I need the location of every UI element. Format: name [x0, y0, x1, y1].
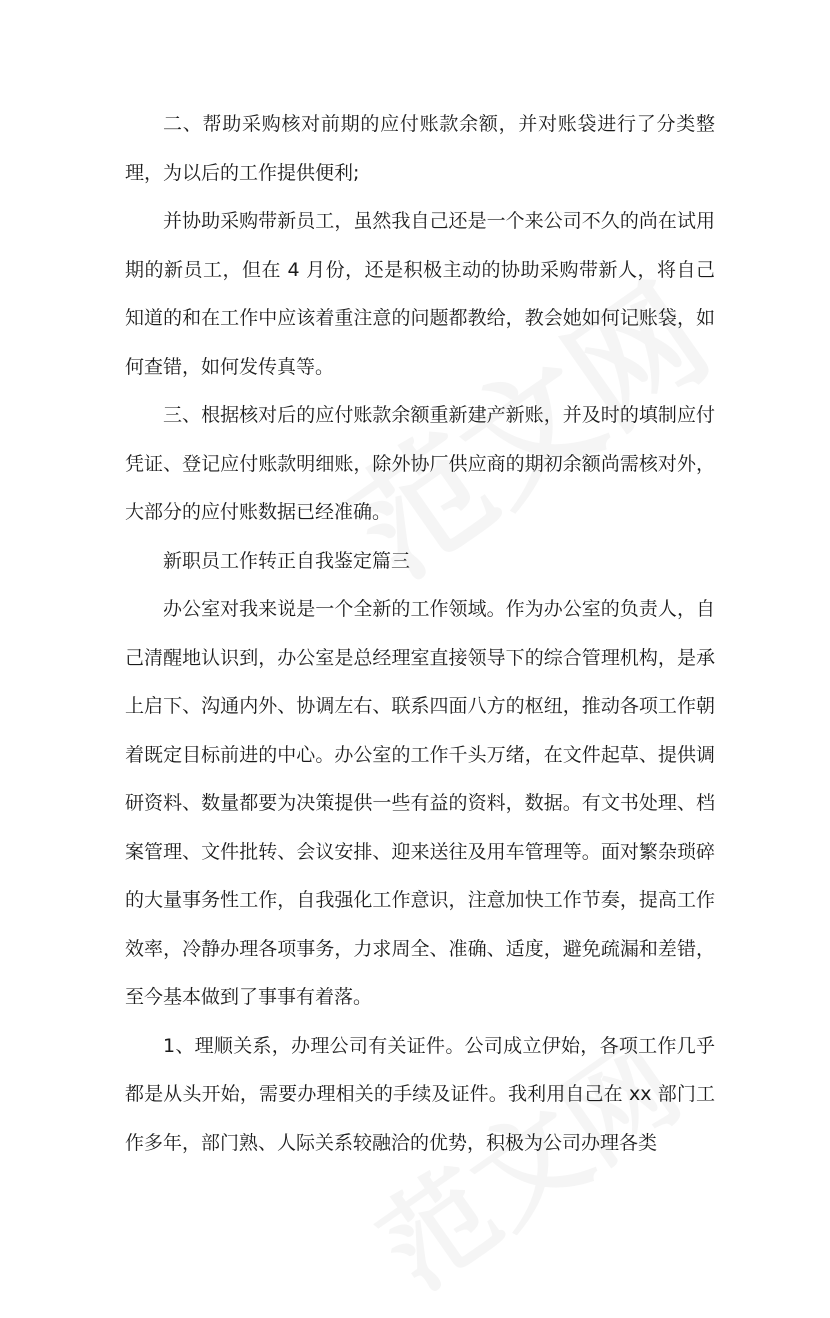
paragraph: 办公室对我来说是一个全新的工作领域。作为办公室的负责人，自己清醒地认识到，办公室是总经理室直接领导下的综合管理机构，是承上启下、沟通内外、协调左右、联系四面八方的枢纽，推动各项工作朝着既定目标前进的中心。办公室的工作千头万绪，在文件起草、提供调研资料、数量都要为决策提供一些有益的资料，数据。有文书处理、档案管理、文件批转、会议安排、迎来送往及用车管理等。面对繁杂琐碎的大量事务性工作，自我强化工作意识，注意加快工作节奏，提高工作效率，冷静办理各项事务，力求周全、准确、适度，避免疏漏和差错，至今基本做到了事事有着落。 [125, 598, 715, 1008]
paragraph: 三、根据核对后的应付账款余额重新建产新账，并及时的填制应付凭证、登记应付账款明细账，除外协厂供应商的期初余额尚需核对外，大部分的应付账数据已经准确。 [125, 404, 715, 523]
paragraph: 1、理顺关系，办理公司有关证件。公司成立伊始，各项工作几乎都是从头开始，需要办理相关的手续及证件。我利用自己在 xx 部门工作多年，部门熟、人际关系较融洽的优势，积极为公司办理各类 [125, 1034, 715, 1154]
paragraph: 二、帮助采购核对前期的应付账款余额，并对账袋进行了分类整理，为以后的工作提供便利; [125, 113, 715, 184]
paragraph: 并协助采购带新员工，虽然我自己还是一个来公司不久的尚在试用期的新员工，但在 4 月份，还是积极主动的协助采购带新人，将自己知道的和在工作中应该着重注意的问题都教给，教会她如何记账袋，如何查错，如何发传真等。 [125, 210, 715, 378]
document-body [125, 100, 715, 1167]
section-title: 新职员工作转正自我鉴定篇三 [163, 549, 411, 572]
